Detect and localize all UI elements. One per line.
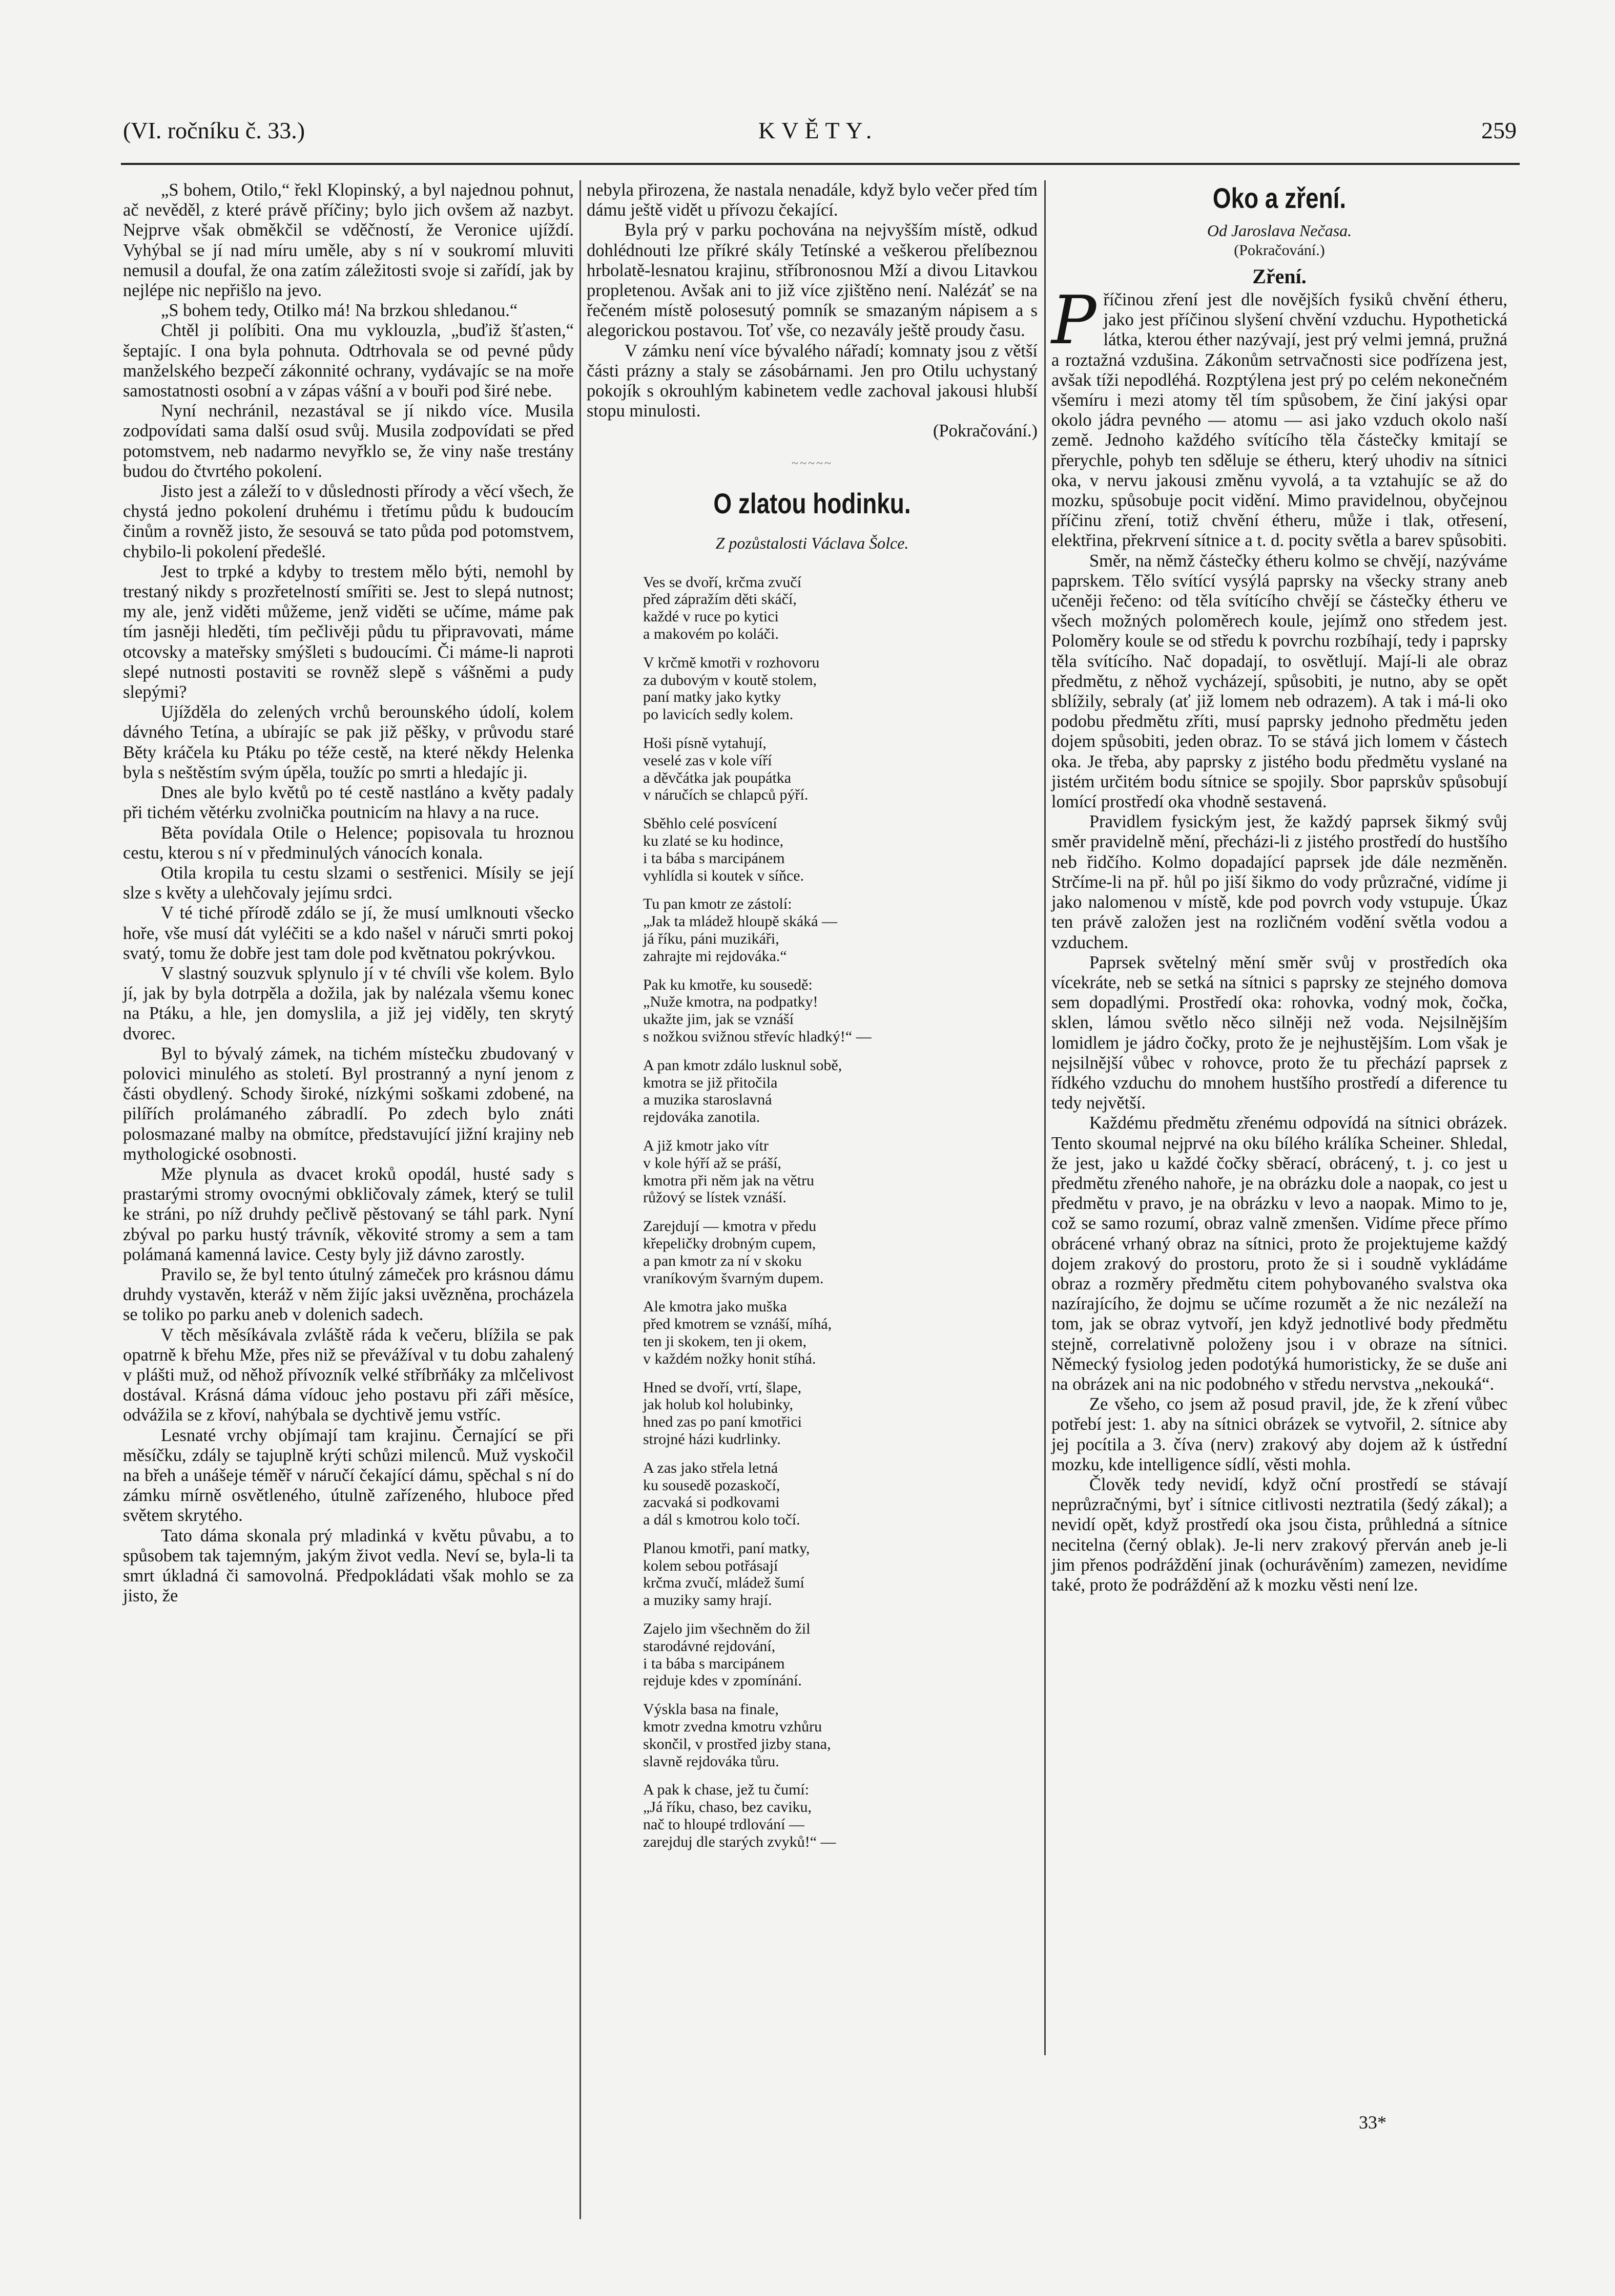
poem-stanza: Ale kmotra jako muška před kmotrem se vznáší, míhá, ten ji skokem, ten ji okem, v každém nožky honit stíhá. — [643, 1298, 832, 1367]
poem-stanza: Zarejdují — kmotra v předu křepeličky drobným cupem, a pan kmotr za ní v skoku vraníkovým švarným dupem. — [643, 1218, 824, 1287]
poem-stanza: Výskla basa na finale, kmotr zvedna kmotru vzhůru skončil, v prostřed jizby stana, slavně rejdováka tůru. — [643, 1701, 831, 1770]
paragraph: Byla prý v parku pochována na nejvyšším místě, odkud dohlédnouti lze příkré skály Tetínské a veškerou přelíbeznou hrbolatě-lesnatou krajinu, stříbronosnou Mží a divou Litavkou propletenou. Avšak ani to již více zjištěno není. Nalézáť se na řečeném místě polosesutý pomník se smazaným nápisem a s alegorickou postavou. Toť vše, co nezavály ještě proudy času. — [587, 220, 1038, 341]
poem-stanza: Hoši písně vytahují, veselé zas v kole víří a děvčátka jak poupátka v náručích se chlapců pýří. — [643, 735, 809, 804]
paragraph: Směr, na němž částečky étheru kolmo se chvějí, nazýváme paprskem. Tělo svítící vysýlá paprsky na všecky strany aneb učeněji řečeno: od těla svítícího chvějí se částečky étheru ve všech možných poloměrech koule, jejímž ono středem jest. Poloměry koule se od středu k povrchu rozbíhají, tedy i paprsky těla svítícího. Nač dopadají, to osvětlují. Mají-li ale obraz předmětu, z něhož vycházejí, spůsobiti, je nutno, aby se opět sblížily, sebraly (ať již lomem neb odrazem). A tak i má-li oko podobu předmětu zříti, musí paprsky jednoho předmětu jeden dojem spůsobiti, jeden obraz. To se stává jich lomem v částech oka. Je třeba, aby paprsky z jistého bodu předmětu vyslané na jistém určitém bodu sítnice se spojily. Sbor paprskův spůsobují lomící prostředí oka vhodně sestavená. — [1051, 551, 1507, 812]
paragraph: Otila kropila tu cestu slzami o sestřenici. Mísily se její slze s květy a ulehčovaly jejímu srdci. — [123, 863, 574, 903]
paragraph: Dnes ale bylo květů po té cestě nastláno a květy padaly při tichém větérku zvolnička poutnicím na hlavy a na ruce. — [123, 783, 574, 823]
first-paragraph — [1051, 281, 1507, 551]
paragraph: Chtěl ji políbiti. Ona mu vyklouzla, „buďiž šťasten,“ šeptajíc. I ona byla pohnuta. Odtrhovala se od pevné půdy manželského bezpečí zákonnité ochrany, vydávajíc se na moře samostatnosti osobní a v zápas vášní a v bouři pod širé nebe. — [123, 321, 574, 401]
paragraph: Paprsek světelný mění směr svůj v prostředích oka vícekráte, neb se setká na sítnici s paprsky ze stejného domova sem dopadlými. Prostředí oka: rohovka, vodný mok, čočka, sklen, lámou světlo něco silněji než voda. Nejsilnějším lomidlem je jádro čočky, proto že je nejhustějším. Lom však je nejsilnější vůbec v rohovce, proto že tu přechází paprsek z řídkého vzduchu do mnohem hustšího prostředí a diference tu tedy největší. — [1051, 952, 1507, 1113]
poem-stanza: A pan kmotr zdálo lusknul sobě, kmotra se již přitočila a muzika staroslavná rejdováka zanotila. — [643, 1056, 842, 1126]
poem-stanza: A již kmotr jako vítr v kole hýří až se práší, kmotra při něm jak na větru růžový se lístek vznáší. — [643, 1137, 815, 1206]
section-heading: Zření. — [1252, 265, 1307, 288]
journal-title: KVĚTY. — [758, 117, 878, 143]
running-header — [123, 117, 1517, 153]
column-poem — [587, 180, 1038, 2117]
header-rule — [121, 163, 1520, 165]
separator-flourish: ~~~~~ — [792, 456, 833, 470]
poem-stanza: Hned se dvoří, vrtí, šlape, jak holub kol holubinky, hned zas po paní kmotřici strojné házi kudrlinky. — [643, 1379, 802, 1448]
article-continued-note: (Pokračování.) — [1234, 242, 1325, 259]
paragraph: Člověk tedy nevidí, když oční prostředí se stávají neprůzračnými, byť i sítnice citlivosti neztratila (šedý zákal); a nevidí opět, když prostředí oka jsou čista, průhledná a sítnice necitelna (černý oblak). Je-li nerv zrakový přerván aneb je-li jim přenos podráždění jinak (ochurávěním) zamezen, nevidíme také, proto že podráždění až k mozku věsti není lze. — [1051, 1474, 1507, 1595]
poem-body — [587, 574, 1038, 1851]
column-divider-2 — [1044, 180, 1046, 2055]
paragraph: Pravilo se, že byl tento útulný zámeček pro krásnou dámu druhdy vystavěn, kteráž v něm žijíc jaksi uvězněna, procházela se toliko po parku aneb v dolenich sadech. — [123, 1264, 574, 1325]
issue-label: (VI. ročníku č. 33.) — [123, 117, 305, 143]
paragraph: V zámku není více bývalého nářadí; komnaty jsou z větší části prázny a staly se zásobárnami. Jen pro Otilu uchystaný pokojík s okrouhlým kabinetem vedle zachoval jakousi hlubší stopu minulosti. — [587, 341, 1038, 421]
poem-title: O zlatou hodinku. — [713, 487, 911, 519]
continued-note: (Pokračování.) — [933, 421, 1038, 441]
paragraph: Nyní nechránil, nezastával se jí nikdo více. Musila zodpovídati sama další osud svůj. Musila zodpovídati se před potomstvem, neb nadarmo nevyřklo se, že viny naše trestány budou do čtvrtého pokolení. — [123, 401, 574, 481]
drop-cap: P — [1051, 281, 1096, 359]
column-divider-1 — [579, 180, 581, 2219]
paragraph: Mže plynula as dvacet kroků opodál, husté sady s prastarými stromy ovocnými obkličovaly zámek, který se tulil ke stráni, po níž druhdy pečlivě pěstovaný se táhl park. Nyní zbýval po parku hustý trávník, věkovité stromy a sem a tam polámaná kamenná lavice. Cesty byly již dávno zarostly. — [123, 1164, 574, 1264]
paragraph: Ze všeho, co jsem až posud pravil, jde, že k zření vůbec potřebí jest: 1. aby na sítnici obrázek se vytvořil, 2. sítnice aby jej pocítila a 3. číva (nerv) zrakový aby dojem až k ústřední mozku, kde intelligence sídlí, věsti mohla. — [1051, 1394, 1507, 1474]
column-story-continuation — [123, 180, 574, 2219]
poem-stanza: A pak k chase, jež tu čumí: „Já říku, chaso, bez caviku, nač to hloupé trdlování — zarejduj dle starých zvyků!“ — — [643, 1781, 836, 1850]
article-title: Oko a zření. — [1212, 182, 1347, 214]
article-byline: Od Jaroslava Nečasa. — [1207, 221, 1352, 240]
paragraph: nebyla přirozena, že nastala nenadále, když bylo večer před tím dámu ještě vidět u přívozu čekající. — [587, 180, 1038, 220]
poem-stanza: V krčmě kmotři v rozhovoru za dubovým v koutě stolem, paní matky jako kytky po lavicích sedly kolem. — [643, 654, 820, 723]
paragraph: V těch měsíkávala zvláště ráda k večeru, blížila se pak opatrně k břehu Mže, přes niž se převážíval v tu dobu zahalený v plášti muž, od něhož přívozník velké stříbrňáky za mlčelivost dostával. Krásná dáma vídouc jeho postavu při záři měsíce, odvážila se z křoví, nahýbala se dychtivě jemu vstříc. — [123, 1325, 574, 1425]
paragraph: „S bohem tedy, Otilko má! Na brzkou shledanou.“ — [161, 301, 518, 321]
paragraph: Byl to bývalý zámek, na tichém místečku zbudovaný v polovici minulého as století. Byl prostranný a nyní jenom z části obydlený. Schody široké, nízkými soškami zdobené, na pilířích prolámaného zábradlí. Po zdech bylo znáti polosmazané malby na obmítce, představující jižní krajiny neb mythologické osobnosti. — [123, 1043, 574, 1164]
column-article — [1051, 180, 1507, 2035]
paragraph: „S bohem, Otilo,“ řekl Klopinský, a byl najednou pohnut, ač nevěděl, z které právě příčiny; bylo jich ovšem až nazbyt. Nejprve však obměkčil se vděčností, že Veronice ujíždí. Vyhýbal se jí nad míru uměle, aby s ní v soukromí mluviti nemusil a doufal, že ona zatím záležitosti svoje si zařídí, jak by nejlépe nic nepřišlo na jevo. — [123, 180, 574, 301]
poem-stanza: Planou kmotři, paní matky, kolem sebou potřásají krčma zvučí, mládež šumí a muziky samy hrají. — [643, 1539, 810, 1609]
paragraph: Jisto jest a záleží to v důslednosti přírody a věcí všech, že chystá jedno pokolení druhému i třetímu půdu k budoucím činům a rovněž jisto, že sesouvá se tato půda pod potomstvem, chybilo-li pokolení předešlé. — [123, 482, 574, 561]
poem-stanza: Zajelo jim všechněm do žil starodávné rejdování, i ta bába s marcipánem rejduje kdes v zpomínání. — [643, 1620, 811, 1689]
paragraph: Jest to trpké a kdyby to trestem mělo býti, nemohl by trestaný nikdy s prozřetelností smířiti se. Jest to slepá nutnost; my ale, jenž viděti můžeme, jenž viděti se učíme, máme pak tím jasněji hleděti, tím pečlivěji půdu tu připravovati, máme otcovsky a mateřsky smýšleti s budoucími. Či máme-li naproti slepé nutnosti postaviti se rovněž slepě s vášněmi a pudy slepými? — [123, 561, 574, 702]
paragraph: V té tiché přírodě zdálo se jí, že musí umlknouti všecko hoře, vše musí dát vyléčiti se a kdo našel v náruči smrti pokoj svatý, tomu že dobře jest tam dole pod květnatou pokrývkou. — [123, 903, 574, 963]
page-number: 259 — [1481, 117, 1517, 143]
paragraph: Každému předmětu zřenému odpovídá na sítnici obrázek. Tento skoumal nejprvé na oku bílého králíka Scheiner. Shledal, že jest, jako u každé čočky sběrací, obrácený, t. j. co jest u předmětu zřeného nahoře, je na obrázku dole a naopak, co jest u předmětu v pravo, je na obrázku v levo a naopak. Mimo to je, což se samo rozumí, obraz valně zmenšen. Vidíme přece přímo obrácené vrhaný obraz na sítnici, proto že projektujeme každý dojem zrakový do prostoru, proto že si i soudně vykládáme obraz a rozměry předmětu citem pohybovaného svalstva oka nazírajícího, že dojmu se učíme rozumět a že nic nezáleží na tom, jak se obraz vytvoří, jen když jednotlivé body předmětu stejně, correlativně položeny jsou i v obraze na sítnici. Německý fysiolog jeden podotýká humoristicky, že se duše ani na obrázek ani na nic podobného v středu nervstva „nekouká“. — [1051, 1113, 1507, 1394]
poem-stanza: Tu pan kmotr ze zástolí: „Jak ta mládež hloupě skáká — já říku, páni muzikáři, zahrajte mi rejdováka.“ — [643, 895, 838, 965]
paragraph: V slastný souzvuk splynulo jí v té chvíli vše kolem. Bylo jí, jak by byla dotrpěla a dožila, jak by nalézala všemu konec na Ptáku, a hle, jen domyslila, a již jej viděly, ten skrytý dvorec. — [123, 963, 574, 1043]
signature-mark: 33* — [1359, 2112, 1386, 2133]
paragraph: Běta povídala Otile o Helence; popisovala tu hroznou cestu, kterou s ní v předminulých vánocích konala. — [123, 823, 574, 863]
poem-byline: Z pozůstalosti Václava Šolce. — [715, 533, 909, 552]
poem-stanza: Pak ku kmotře, ku sousedě: „Nuže kmotra, na podpatky! ukažte jim, jak se vznáší s nožkou svižnou střevíc hladký!“ — — [643, 976, 872, 1045]
paragraph: Pravidlem fysickým jest, že každý paprsek šikmý svůj směr pravidelně mění, přecházi-li z jistého prostředí do hustšího neb řidčího. Kolmo dopadající paprsek jde dále nezměněn. Strčíme-li na př. hůl po jiší šikmo do vody průzračné, vidíme ji jako nalomenou v místě, kde pod povrch vody vstupuje. Úkaz ten právě založen jest na rozličném vodění světla vodou a vzduchem. — [1051, 812, 1507, 952]
paragraph: Lesnaté vrchy objímají tam krajinu. Černající se při měsíčku, zdály se tajuplně krýti schůzi milenců. Muž vyskočil na břeh a unášeje téměř v náručí čekající dámu, spěchal s ní do zámku mírně osvětleného, útulně zařízeného, hluboce před světem skrytého. — [123, 1425, 574, 1526]
paragraph: Ujížděla do zelených vrchů berounského údolí, kolem dávného Tetína, a ubírajíc se pak již pěšky, v průvodu staré Běty kráčela ku Ptáku po téže cestě, na které někdy Helenka byla s neštěstím svým úpěla, toužíc po smrti a hledajíc ji. — [123, 702, 574, 782]
paragraph: Tato dáma skonala prý mladinká v květu půvabu, a to spůsobem tak tajemným, jakým život vedla. Neví se, byla-li ta smrt úkladná či samovolná. Předpokládati však mohlo se za jisto, že — [123, 1526, 574, 1606]
poem-stanza: Sběhlo celé posvícení ku zlaté se ku hodince, i ta bába s marcipánem vyhlídla si koutek v síňce. — [643, 815, 804, 884]
poem-stanza: Ves se dvoří, krčma zvučí před zápražím děti skáčí, každé v ruce po kytici a makovém po koláči. — [643, 573, 802, 643]
first-paragraph-text: říčinou zření jest dle novějších fysiků chvění étheru, jako jest příčinou slyšení chvění vzduchu. Hypothetická látka, kterou éther nazývají, jest prý velmi jemná, pružná a roztažná vzdušina. Zákonům setrvačnosti sice podřízena jest, avšak tíži nepodléhá. Rozptýlena jest prý po celém nekonečném všemíru i mezi atomy těl tím spůsobem, že činí jakýsi opar okolo jádra pevného — atomu — asi jako vzduch okolo naší země. Jednoho každého svítícího těla částečky kmitají se přerychle, pohyb ten sděluje se étheru, který uhodiv na sítnici oka, v nervu jakousi změnu vyvolá, a ta vztahujíc se až do mozku, spůsobuje pocit vidění. Mimo pravidelnou, obyčejnou příčinu zření, totiž chvění étheru, může i tlak, otřesení, elektřina, překrvení sítnice a t. d. pocity světla a barev spůsobiti. — [1051, 290, 1507, 551]
poem-stanza: A zas jako střela letná ku sousedě pozaskočí, zacvaká si podkovami a dál s kmotrou kolo točí. — [643, 1459, 800, 1529]
